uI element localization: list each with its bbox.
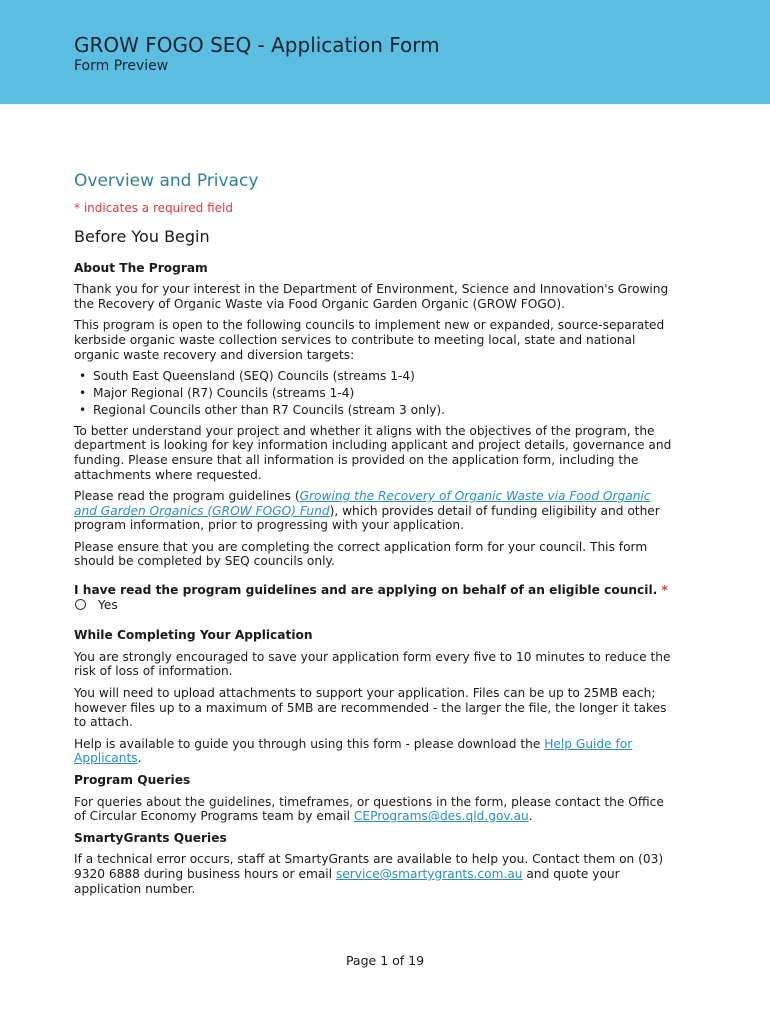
text-span: . xyxy=(137,751,142,766)
list-item: • South East Queensland (SEQ) Councils (streams 1-4) xyxy=(74,369,674,384)
required-marker: * xyxy=(661,583,668,598)
form-title: GROW FOGO SEQ - Application Form xyxy=(74,33,440,57)
about-paragraph-1: Thank you for your interest in the Department of Environment, Science and Innovation's Growing the Recovery of Organic Waste via Food Organic Garden Organic (GROW FOGO). xyxy=(74,282,669,311)
radio-button[interactable] xyxy=(75,599,86,610)
about-paragraph-5: Please ensure that you are completing the correct application form for your council. This form should be completed by SEQ councils only. xyxy=(74,539,648,569)
completing-paragraph-3 xyxy=(74,737,674,766)
program-queries-heading: Program Queries xyxy=(74,773,191,787)
form-content xyxy=(74,170,674,903)
header-banner xyxy=(0,0,770,104)
text-span: . xyxy=(528,809,533,824)
eligible-councils-list xyxy=(74,369,674,418)
list-item: • Major Regional (R7) Councils (streams 1-4) xyxy=(74,386,674,401)
radio-option-yes[interactable] xyxy=(74,598,674,613)
form-subtitle: Form Preview xyxy=(74,58,169,74)
smartygrants-queries-text xyxy=(74,852,674,896)
before-you-begin-heading: Before You Begin xyxy=(74,226,210,246)
question-label: I have read the program guidelines and are applying on behalf of an eligible council. xyxy=(74,583,658,598)
page-number: Page 1 of 19 xyxy=(345,953,425,968)
smartygrants-queries-heading: SmartyGrants Queries xyxy=(74,830,227,845)
guidelines-link[interactable]: Growing the Recovery of Organic Waste via Food Organic and Garden Organics (GROW FOGO) Fund xyxy=(74,489,651,518)
text-span: If a technical error occurs, staff at SmartyGrants are available to help you. Contact them on (03) 9320 6888 during business hours or email xyxy=(74,852,664,881)
text-span: For queries about the guidelines, timeframes, or questions in the form, please contact the Office of Circular Economy Programs team by email xyxy=(74,794,664,824)
smartygrants-email-link[interactable]: service@smartygrants.com.au xyxy=(335,866,523,881)
completing-heading: While Completing Your Application xyxy=(74,628,313,643)
program-queries-text xyxy=(74,795,674,824)
list-item: • Regional Councils other than R7 Councils (stream 3 only). xyxy=(74,403,674,418)
completing-paragraph-1: You are strongly encouraged to save your application form every five to 10 minutes to reduce the risk of loss of information. xyxy=(74,649,671,679)
about-paragraph-3: To better understand your project and whether it aligns with the objectives of the program, the department is looking for key information including applicant and project details, governance and funding. Please ensure that all information is provided on the application form, including the attachments where requested. xyxy=(74,423,672,482)
help-guide-link[interactable]: Help Guide for Applicants xyxy=(74,736,633,766)
required-field-note: * indicates a required field xyxy=(74,201,233,215)
about-program-heading: About The Program xyxy=(74,260,208,275)
text-span: and quote your application number. xyxy=(74,866,620,896)
ceprograms-email-link[interactable]: CEPrograms@des.qld.gov.au xyxy=(353,809,529,824)
completing-paragraph-2: You will need to upload attachments to support your application. Files can be up to 25MB each; however files up to a maximum of 5MB are recommended - the larger the file, the longer it takes to attach. xyxy=(74,686,667,730)
text-span: ), which provides detail of funding eligibility and other program information, prior to progressing with your application. xyxy=(74,503,660,533)
text-span: Help is available to guide you through using this form - please download the xyxy=(74,736,545,751)
radio-label: Yes xyxy=(98,597,118,612)
eligibility-question xyxy=(74,583,674,598)
section-title: Overview and Privacy xyxy=(74,171,259,191)
about-paragraph-2: This program is open to the following councils to implement new or expanded, source-separated kerbside organic waste collection services to contribute to meeting local, state and national organic waste recovery and diversion targets: xyxy=(74,318,665,362)
text-span: Please read the program guidelines ( xyxy=(74,489,300,504)
about-paragraph-4 xyxy=(74,489,674,533)
